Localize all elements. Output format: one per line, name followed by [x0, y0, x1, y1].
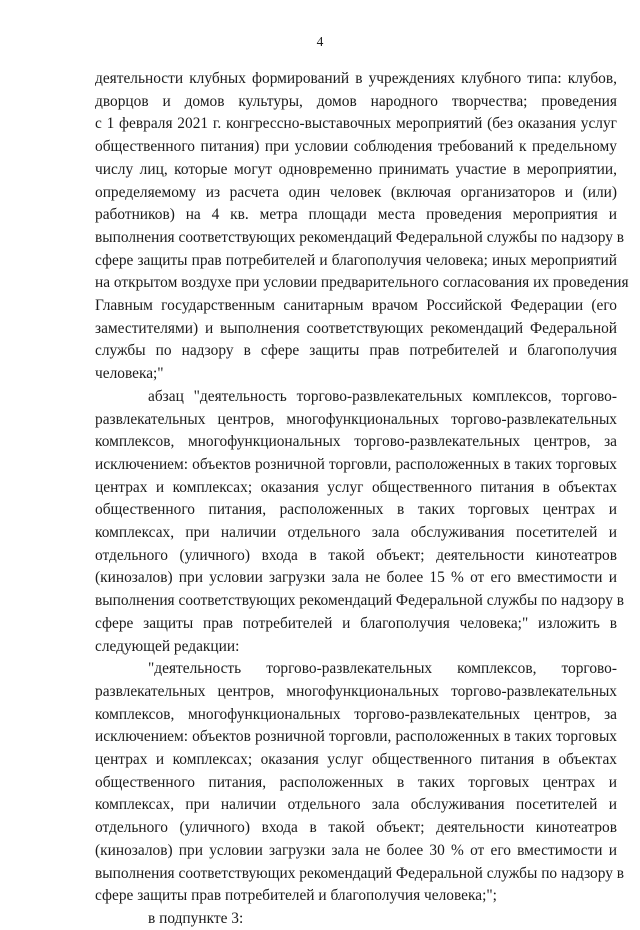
text-line: выполнения соответствующих рекомендаций Федеральной службы по надзору в: [95, 228, 625, 246]
text-line: "деятельность торгово-развлекательных комплексов, торгово-: [148, 660, 617, 678]
text-line: развлекательных центров, многофункциональных торгово-развлекательных: [95, 682, 617, 700]
text-line: исключением: объектов розничной торговли, расположенных в таких торговых: [95, 455, 617, 473]
text-line: выполнения соответствующих рекомендаций Федеральной службы по надзору в: [95, 864, 625, 882]
text-line: в подпункте 3:: [148, 909, 244, 927]
text-line: комплексах, при наличии отдельного зала обслуживания посетителей и: [95, 796, 617, 814]
text-line: человека;": [95, 365, 164, 383]
text-line: на открытом воздухе при условии предварительного согласования их проведения: [95, 274, 629, 292]
text-line: дворцов и домов культуры, домов народного творчества; проведения: [95, 92, 617, 110]
text-line: сфере защиты прав потребителей и благополучия человека;";: [95, 887, 497, 905]
text-line: комплексах, при наличии отдельного зала обслуживания посетителей и: [95, 524, 617, 541]
text-line: службы по надзору в сфере защиты прав потребителей и благополучия: [95, 342, 617, 360]
text-line: Главным государственным санитарным врачом Российской Федерации (его: [95, 297, 617, 314]
text-line: с 1 февраля 2021 г. конгрессно-выставочных мероприятий (без оказания услуг: [95, 115, 617, 133]
text-line: исключением: объектов розничной торговли, расположенных в таких торговых: [95, 728, 617, 746]
text-line: комплексов, многофункциональных торгово-развлекательных центров, за: [95, 433, 617, 451]
text-line: комплексов, многофункциональных торгово-развлекательных центров, за: [95, 705, 617, 723]
text-line: деятельности клубных формирований в учреждениях клубного типа: клубов,: [95, 70, 617, 87]
text-line: отдельного (уличного) входа в такой объект; деятельности кинотеатров: [95, 819, 617, 837]
text-line: заместителями) и выполнения соответствующих рекомендаций Федеральной: [95, 319, 617, 337]
text-line: отдельного (уличного) входа в такой объект; деятельности кинотеатров: [95, 546, 617, 564]
text-line: абзац "деятельность торгово-развлекательных комплексов, торгово-: [148, 387, 617, 405]
text-line: центрах и комплексах; оказания услуг общественного питания в объектах: [95, 478, 617, 496]
text-line: развлекательных центров, многофункциональных торгово-развлекательных: [95, 410, 617, 428]
text-line: сфере защиты прав потребителей и благополучия человека; иных мероприятий: [95, 251, 617, 269]
text-line: (кинозалов) при условии загрузки зала не более 15 % от его вместимости и: [95, 569, 617, 587]
text-line: сфере защиты прав потребителей и благополучия человека;" изложить в: [95, 614, 617, 632]
text-line: работников) на 4 кв. метра площади места проведения мероприятия и: [95, 206, 617, 224]
text-line: центрах и комплексах; оказания услуг общественного питания в объектах: [95, 751, 617, 768]
text-line: числу лиц, которые могут одновременно принимать участие в мероприятии,: [95, 160, 617, 178]
text-line: общественного питания, расположенных в таких торговых центрах и: [95, 501, 617, 519]
text-line: выполнения соответствующих рекомендаций Федеральной службы по надзору в: [95, 592, 625, 610]
text-line: общественного питания) при условии соблюдения требований к предельному: [95, 138, 617, 156]
text-line: следующей редакции:: [95, 637, 240, 655]
text-line: (кинозалов) при условии загрузки зала не более 30 % от его вместимости и: [95, 841, 617, 859]
page-number: 4: [316, 34, 324, 49]
text-line: общественного питания, расположенных в таких торговых центрах и: [95, 773, 617, 791]
text-line: определяемому из расчета один человек (включая организаторов и (или): [95, 183, 617, 201]
